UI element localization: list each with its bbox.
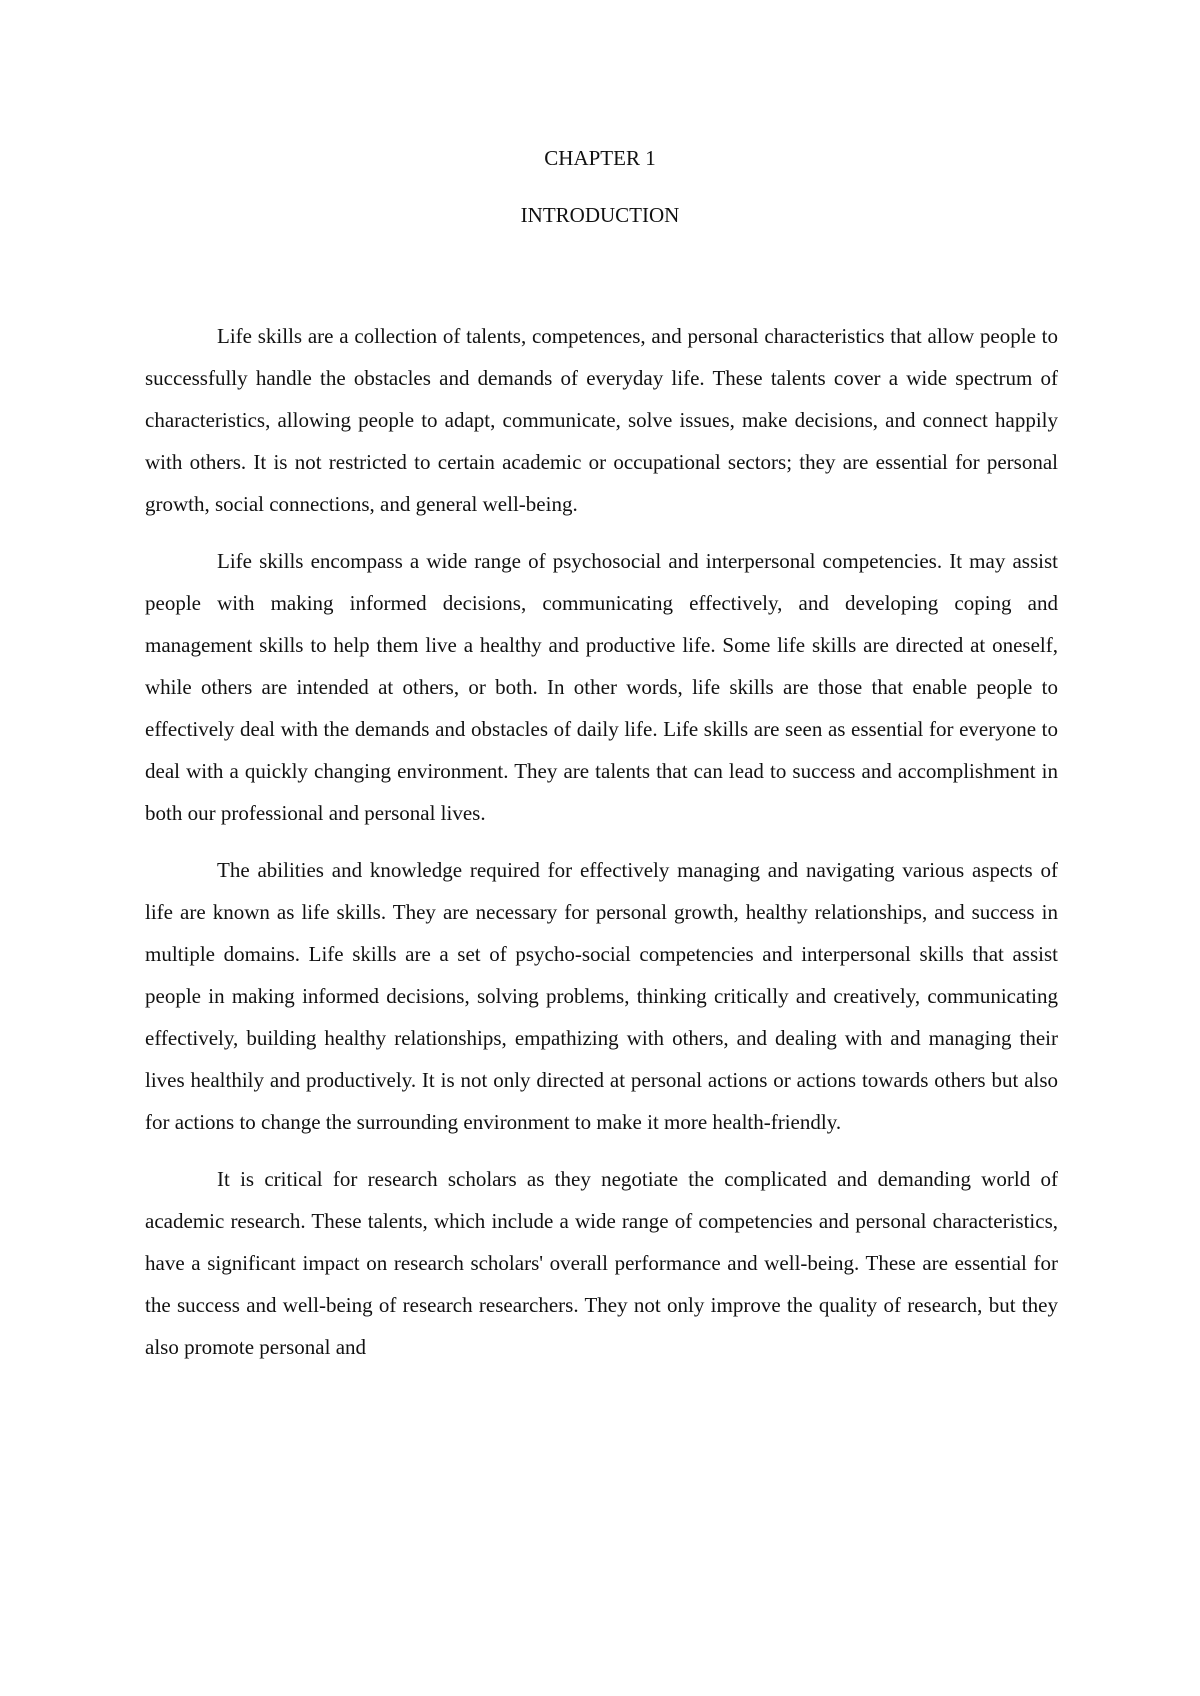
chapter-title: INTRODUCTION	[520, 203, 680, 227]
paragraph-2: Life skills encompass a wide range of psychosocial and interpersonal competencies. It may assist people with making informed decisions, communicating effectively, and developing coping and management skills to help them live a healthy and productive life. Some life skills are directed at oneself, while others are intended at others, or both. In other words, life skills are those that enable people to effectively deal with the demands and obstacles of daily life. Life skills are seen as essential for everyone to deal with a quickly changing environment. They are talents that can lead to success and accomplishment in both our professional and personal lives.	[145, 549, 1058, 825]
paragraph-1: Life skills are a collection of talents, competences, and personal characteristics that allow people to successfully handle the obstacles and demands of everyday life. These talents cover a wide spectrum of characteristics, allowing people to adapt, communicate, solve issues, make decisions, and connect happily with others. It is not restricted to certain academic or occupational sectors; they are essential for personal growth, social connections, and general well-being.	[145, 324, 1058, 516]
paragraph-4: It is critical for research scholars as they negotiate the complicated and demanding world of academic research. These talents, which include a wide range of competencies and personal characteristics, have a significant impact on research scholars' overall performance and well-being. These are essential for the success and well-being of research researchers. They not only improve the quality of research, but they also promote personal and	[145, 1167, 1058, 1359]
body-text	[145, 315, 1058, 1383]
chapter-label: CHAPTER 1	[544, 146, 656, 170]
paragraph-3: The abilities and knowledge required for effectively managing and navigating various aspects of life are known as life skills. They are necessary for personal growth, healthy relationships, and success in multiple domains. Life skills are a set of psycho-social competencies and interpersonal skills that assist people in making informed decisions, solving problems, thinking critically and creatively, communicating effectively, building healthy relationships, empathizing with others, and dealing with and managing their lives healthily and productively. It is not only directed at personal actions or actions towards others but also for actions to change the surrounding environment to make it more health-friendly.	[145, 858, 1058, 1134]
